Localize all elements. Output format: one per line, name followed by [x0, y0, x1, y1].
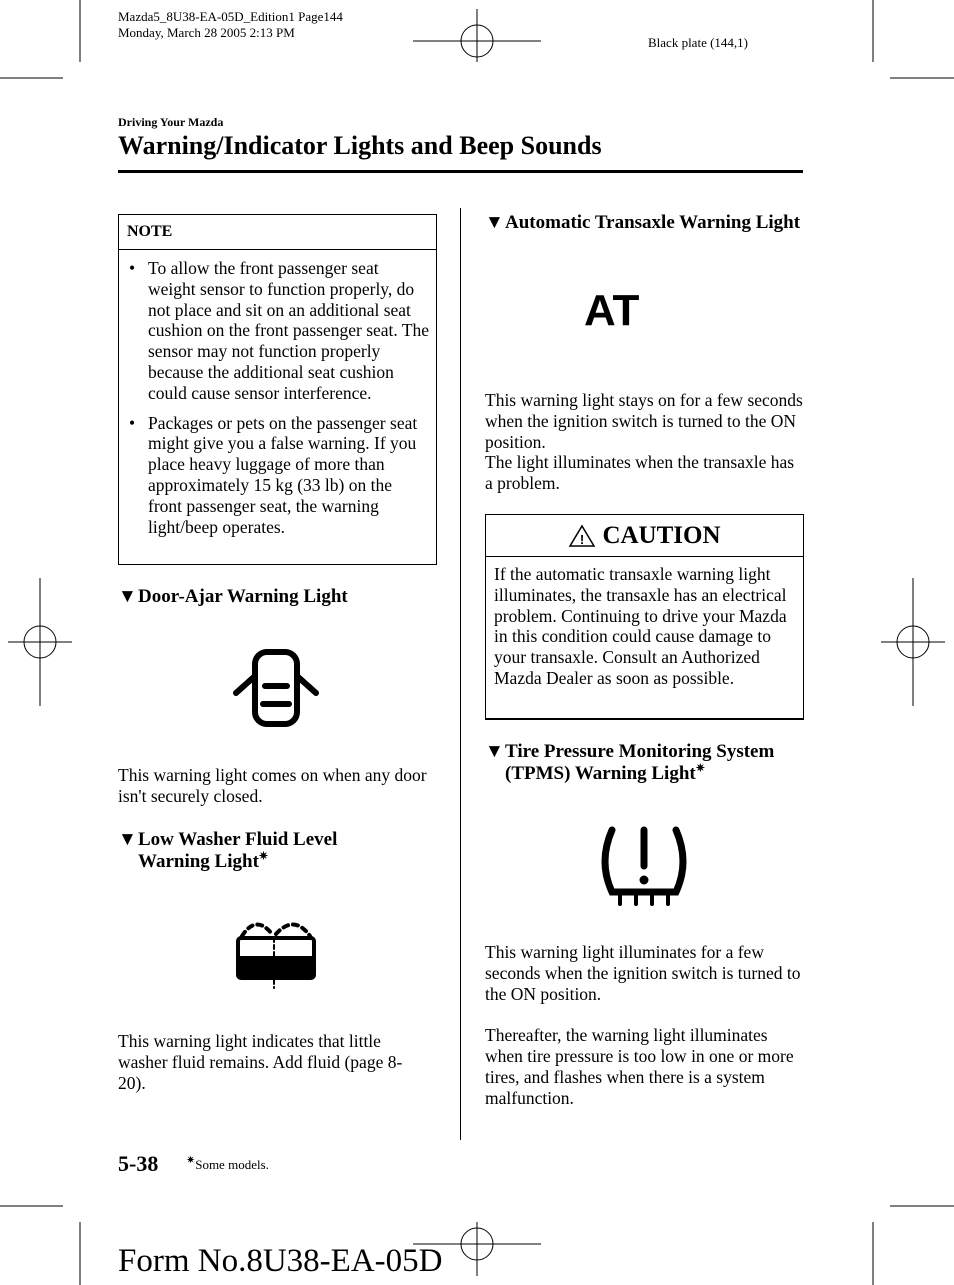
washer-heading	[118, 829, 337, 873]
caution-triangle-icon	[568, 524, 596, 548]
transaxle-heading	[485, 212, 800, 234]
transaxle-text-2: The light illuminates when the transaxle has a problem.	[485, 452, 795, 494]
registration-mark-icon	[881, 578, 945, 706]
caution-header	[486, 515, 803, 557]
triangle-marker-icon: ▼	[118, 586, 137, 607]
tpms-text-1: This warning light illuminates for a few seconds when the ignition switch is turned to the ON position.	[485, 942, 801, 1004]
at-symbol: AT	[584, 286, 640, 335]
tpms-heading	[485, 741, 774, 785]
footnote-text: Some models.	[195, 1157, 269, 1172]
triangle-marker-icon: ▼	[485, 741, 504, 762]
tpms-text	[485, 942, 805, 1108]
washer-heading-line2: Warning Light	[138, 851, 259, 872]
door-ajar-heading	[118, 586, 348, 608]
print-header	[118, 9, 343, 41]
transaxle-text-1: This warning light stays on for a few seconds when the ignition switch is turned to the ON position.	[485, 390, 803, 452]
print-header-line2: Monday, March 28 2005 2:13 PM	[118, 25, 295, 40]
print-header-line1: Mazda5_8U38-EA-05D_Edition1 Page144	[118, 9, 343, 24]
form-number: Form No.8U38-EA-05D	[118, 1243, 443, 1279]
washer-text: This warning light indicates that little washer fluid remains. Add fluid (page 8-20).	[118, 1031, 403, 1093]
caution-text: If the automatic transaxle warning light illuminates, the transaxle has an electrical problem. Continuing to drive your Mazda in this condition could cause damage to your transaxle. Consult an Authorized Mazda Dealer as soon as possible.	[494, 564, 787, 688]
door-ajar-text: This warning light comes on when any door isn't securely closed.	[118, 765, 427, 806]
washer-fluid-icon	[236, 918, 316, 990]
registration-mark-icon	[8, 578, 72, 706]
column-divider	[460, 208, 461, 1140]
door-ajar-icon	[233, 648, 323, 730]
transaxle-text	[485, 390, 805, 494]
note-title: NOTE	[119, 215, 436, 250]
star-mark: ✷	[258, 850, 269, 863]
note-item-1: • To allow the front passenger seat weight sensor to function properly, do not place and sit on an additional seat cushion on the front passenger seat. The sensor may not function properly because the additional seat cushion could cause sensor interference.	[119, 258, 430, 404]
tpms-heading-line1: Tire Pressure Monitoring System	[505, 741, 775, 762]
triangle-marker-icon: ▼	[485, 212, 504, 233]
note-item-2: • Packages or pets on the passenger seat might give you a false warning. If you place heavy luggage of more than approximately 15 kg (33 lb) on the front passenger seat, the warning light/beep operates.	[119, 413, 430, 538]
tpms-icon	[598, 822, 690, 906]
star-mark: ✷	[186, 1154, 196, 1167]
tpms-text-2: Thereafter, the warning light illuminates when tire pressure is too low in one or more tires, and flashes when there is a system malfunction.	[485, 1025, 794, 1108]
caution-box	[485, 514, 804, 720]
footnote	[186, 1154, 269, 1173]
page-title: Warning/Indicator Lights and Beep Sounds	[118, 131, 602, 160]
plate-label: Black plate (144,1)	[648, 35, 748, 50]
title-rule	[118, 170, 803, 173]
tpms-heading-line2: (TPMS) Warning Light	[505, 763, 696, 784]
note-box	[118, 214, 437, 565]
section-label: Driving Your Mazda	[118, 115, 224, 129]
washer-heading-line1: Low Washer Fluid Level	[138, 829, 338, 850]
registration-mark-icon	[413, 9, 541, 62]
transaxle-heading-text: Automatic Transaxle Warning Light	[505, 212, 801, 233]
star-mark: ✷	[695, 762, 705, 775]
note-list	[119, 250, 436, 537]
caution-glyph: !	[580, 531, 585, 547]
page-number: 5-38	[118, 1151, 159, 1176]
triangle-marker-icon: ▼	[118, 829, 137, 850]
caution-title: CAUTION	[602, 521, 721, 549]
door-ajar-heading-text: Door-Ajar Warning Light	[138, 586, 348, 607]
